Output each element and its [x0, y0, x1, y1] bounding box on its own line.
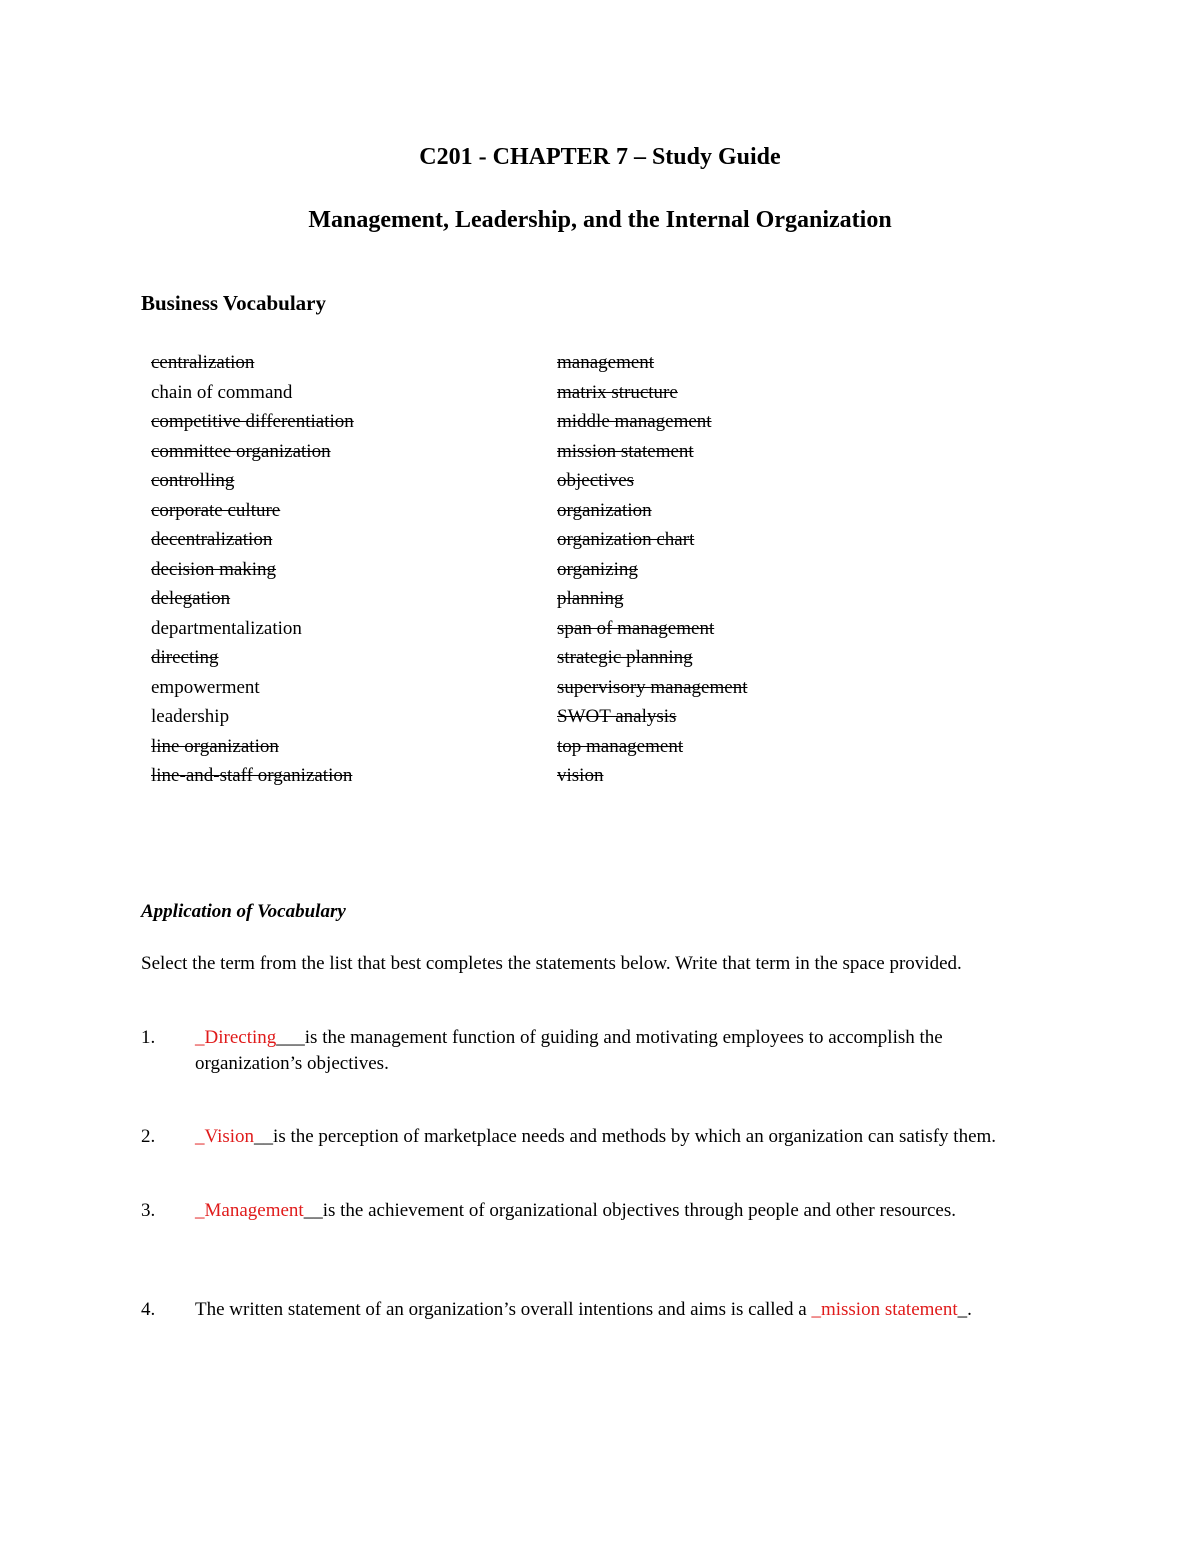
vocabulary-term: directing	[151, 647, 219, 668]
vocabulary-term: span of management	[557, 617, 715, 639]
vocabulary-heading: Business Vocabulary	[141, 291, 326, 315]
question-text	[195, 1198, 1021, 1224]
vocabulary-term: mission statement	[557, 440, 694, 462]
vocabulary-term: leadership	[151, 706, 230, 727]
question-answer: _mission statement	[811, 1299, 958, 1320]
vocabulary-term: line-and-staff organization	[151, 765, 353, 786]
vocabulary-term: planning	[557, 588, 624, 609]
question-text-after: ___is the management function of guiding and motivating employees to accomplish the organization’s objectives.	[195, 1027, 943, 1074]
vocabulary-term: organization	[557, 499, 652, 521]
vocabulary-term: decision making	[151, 558, 277, 580]
vocabulary-list-left	[151, 348, 354, 791]
question-text-after: _.	[957, 1299, 972, 1320]
vocabulary-term: matrix structure	[557, 381, 678, 403]
vocabulary-term: centralization	[151, 352, 255, 373]
vocabulary-term: objectives	[557, 470, 635, 491]
question-text-after: __is the perception of marketplace needs and methods by which an organization can satisfy them.	[254, 1126, 997, 1147]
question-number: 4.	[141, 1299, 156, 1320]
vocabulary-term: organizing	[557, 558, 638, 580]
question-text	[195, 1025, 1021, 1077]
application-heading: Application of Vocabulary	[141, 901, 346, 922]
question-answer: _Vision	[195, 1126, 255, 1147]
vocabulary-term: organization chart	[557, 529, 695, 550]
vocabulary-term: corporate culture	[151, 499, 281, 521]
vocabulary-term: vision	[557, 765, 604, 786]
vocabulary-term: departmentalization	[151, 617, 302, 639]
question-text-after: __is the achievement of organizational objectives through people and other resources.	[303, 1200, 956, 1221]
document-subtitle: Management, Leadership, and the Internal Organization	[308, 207, 892, 233]
question-number: 3.	[141, 1200, 156, 1221]
vocabulary-term: SWOT analysis	[557, 706, 677, 727]
question-text	[195, 1297, 1021, 1323]
vocabulary-term: chain of command	[151, 381, 293, 403]
vocabulary-list-right	[557, 348, 747, 791]
vocabulary-term: line organization	[151, 735, 279, 757]
vocabulary-term: decentralization	[151, 529, 273, 550]
vocabulary-term: empowerment	[151, 676, 260, 698]
vocabulary-term: controlling	[151, 470, 235, 491]
question-number: 1.	[141, 1027, 156, 1048]
vocabulary-term: delegation	[151, 588, 231, 609]
vocabulary-term: committee organization	[151, 440, 331, 462]
vocabulary-term: middle management	[557, 411, 712, 432]
question-answer: _Directing	[195, 1027, 277, 1048]
question-text-before: The written statement of an organization’s overall intentions and aims is called a	[195, 1299, 812, 1320]
vocabulary-term: management	[557, 352, 655, 373]
vocabulary-term: supervisory management	[557, 676, 748, 698]
question-text	[195, 1124, 1021, 1150]
question-number: 2.	[141, 1126, 156, 1147]
document-title: C201 - CHAPTER 7 – Study Guide	[419, 144, 781, 170]
vocabulary-term: strategic planning	[557, 647, 693, 668]
vocabulary-term: top management	[557, 735, 684, 757]
application-instructions: Select the term from the list that best completes the statements below. Write that term in the space provided.	[141, 953, 962, 974]
question-answer: _Management	[195, 1200, 304, 1221]
vocabulary-term: competitive differentiation	[151, 411, 354, 432]
